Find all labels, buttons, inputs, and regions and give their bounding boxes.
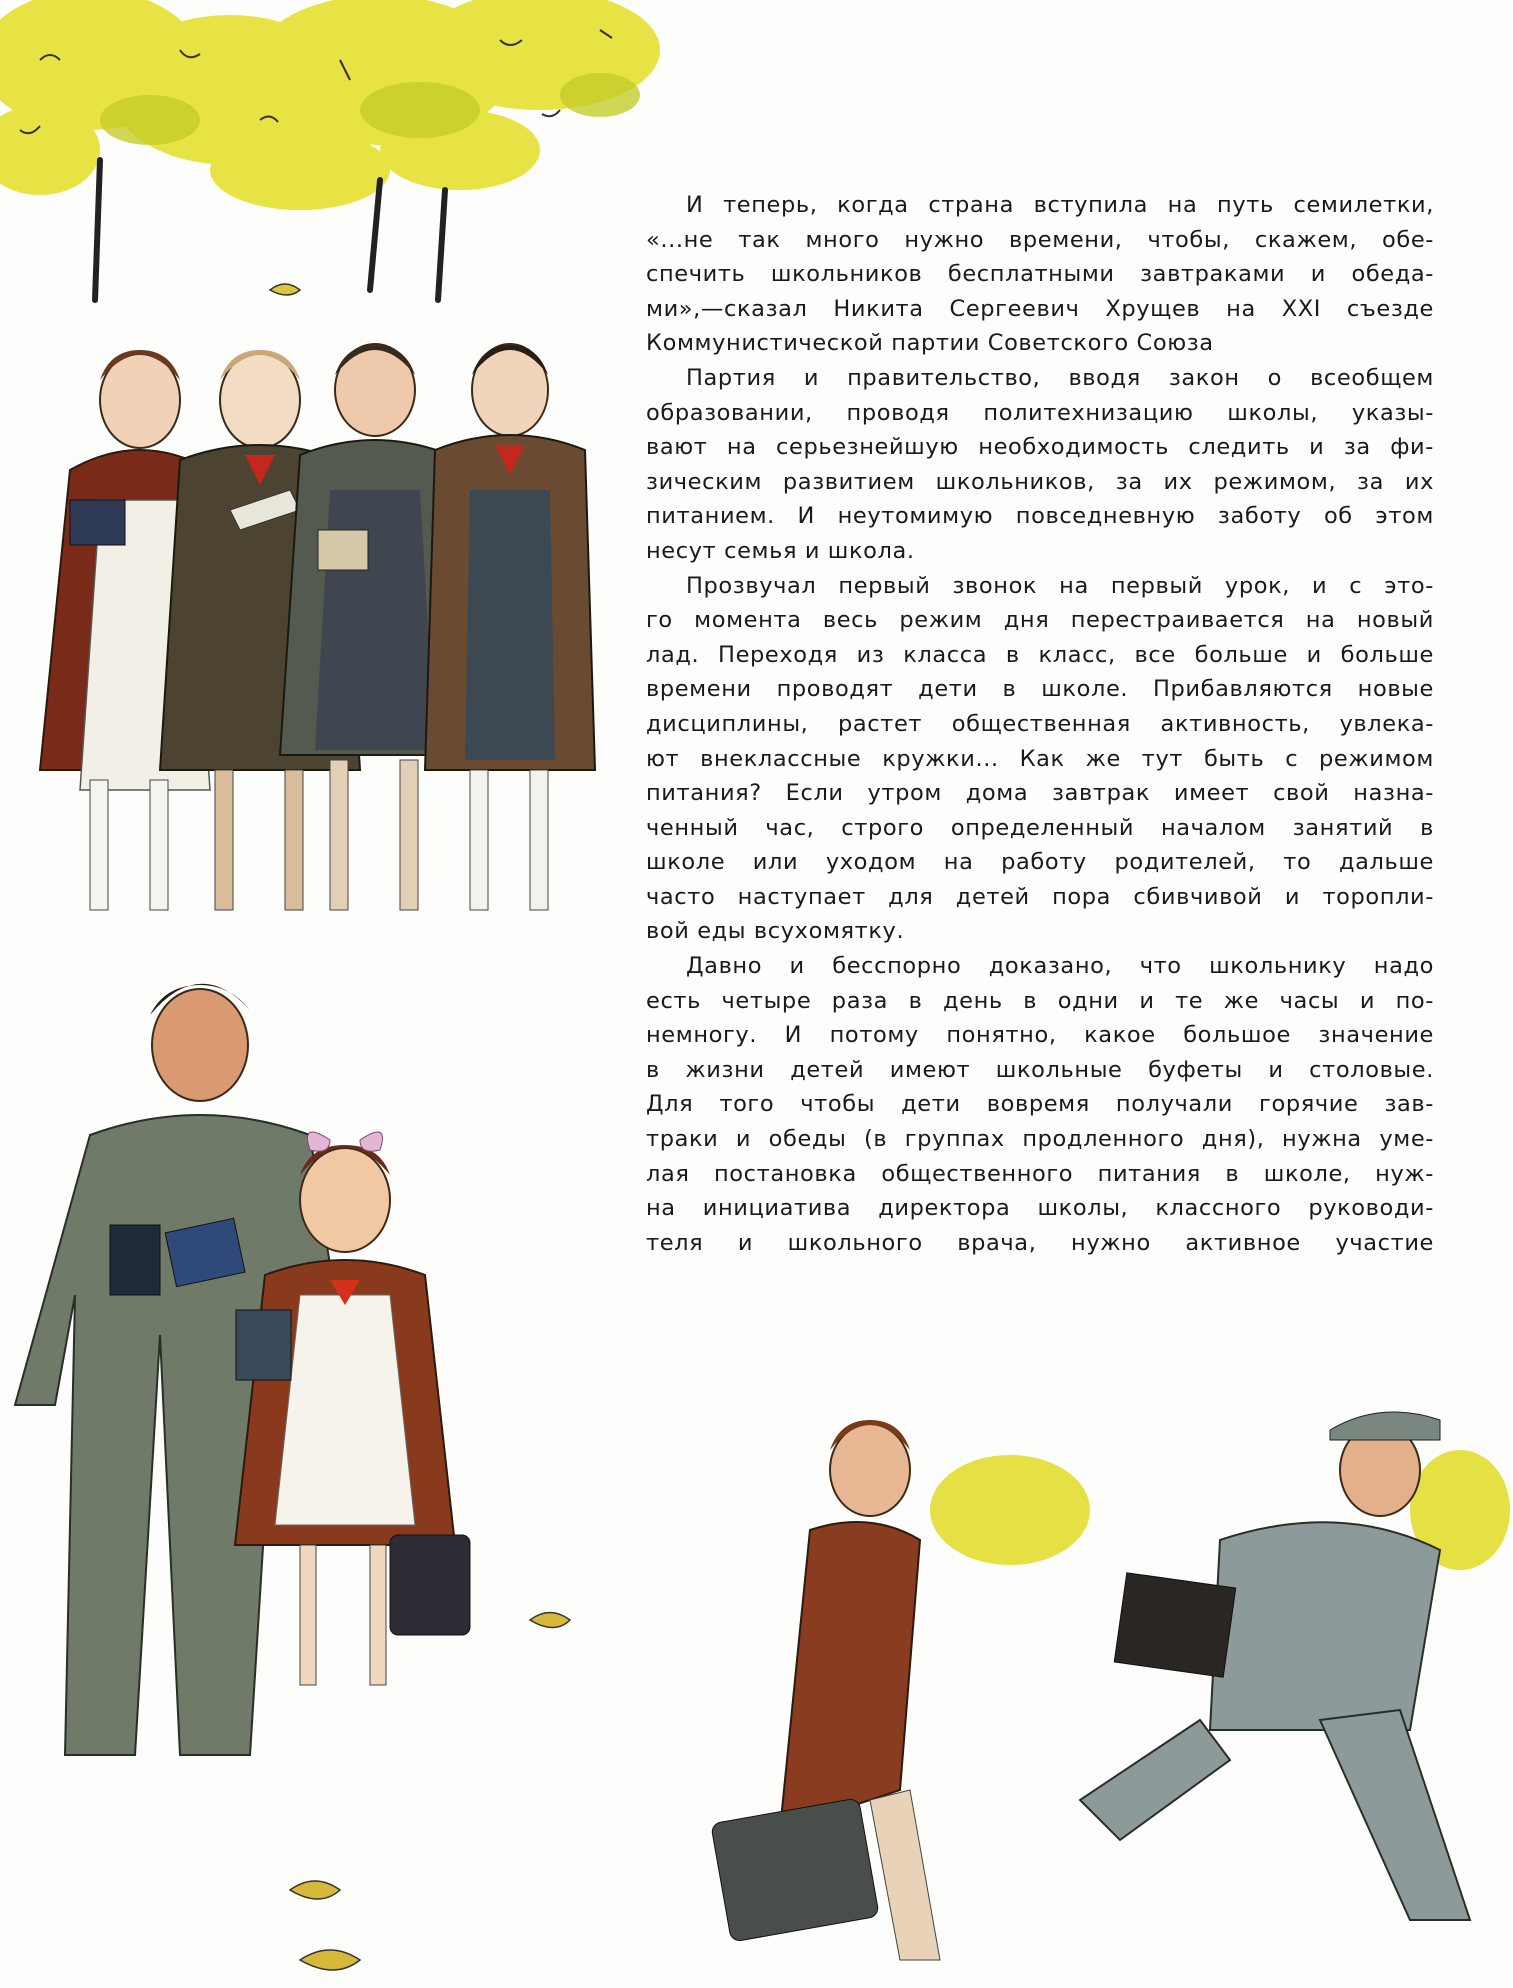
text-line: зическим развитием школьников, за их режимом, за их xyxy=(646,468,1434,495)
text-line: есть четыре раза в день в одни и те же часы и по- xyxy=(646,987,1434,1014)
text-line: ченный час, строго определенный началом занятий в xyxy=(646,814,1434,841)
text-line: Для того чтобы дети вовремя получали горячие зав- xyxy=(646,1091,1434,1118)
text-line: часто наступает для детей пора сбивчивой и торопли- xyxy=(646,883,1434,910)
text-line: Прозвучал первый звонок на первый урок, и с это- xyxy=(686,572,1434,599)
paragraph-4 xyxy=(646,949,1434,1260)
text-line: лад. Переходя из класса в класс, все больше и больше xyxy=(646,641,1434,668)
paragraph-1 xyxy=(646,188,1434,361)
running-children-with-flowers-illustration xyxy=(680,1360,1513,1988)
text-line: времени проводят дети в школе. Прибавляются новые xyxy=(646,676,1434,703)
text-line: образовании, проводя политехнизацию школы, указы- xyxy=(646,399,1434,426)
text-line: питания? Если утром дома завтрак имеет свой назна- xyxy=(646,780,1434,807)
article-body xyxy=(646,188,1434,1260)
text-line: немногу. И потому понятно, какое большое значение xyxy=(646,1022,1434,1049)
four-schoolgirls-illustration xyxy=(30,340,610,960)
text-line: Коммунистической партии Советского Союза xyxy=(646,330,1214,357)
text-line: го момента весь режим дня перестраивается на новый xyxy=(646,607,1434,634)
text-line: Партия и правительство, вводя закон о всеобщем xyxy=(686,364,1434,391)
text-line: ют внеклассные кружки... Как же тут быть с режимом xyxy=(646,745,1434,772)
text-line: И теперь, когда страна вступила на путь семилетки, xyxy=(686,192,1434,218)
text-line: лая постановка общественного питания в школе, нуж- xyxy=(646,1160,1434,1187)
text-line: ми»,—сказал Никита Сергеевич Хрущев на XXI съезде xyxy=(646,295,1434,322)
text-line: школе или уходом на работу родителей, то дальше xyxy=(646,849,1434,876)
text-line: «...не так много нужно времени, чтобы, скажем, обе- xyxy=(646,226,1434,253)
paragraph-2 xyxy=(646,361,1434,569)
text-line: дисциплины, растет общественная активность, увлека- xyxy=(646,710,1434,737)
text-line: несут семья и школа. xyxy=(646,537,915,564)
text-line: Давно и бесспорно доказано, что школьнику надо xyxy=(686,953,1434,980)
text-line: питанием. И неутомимую повседневную заботу об этом xyxy=(646,503,1434,530)
paragraph-3 xyxy=(646,569,1434,950)
text-line: спечить школьников бесплатными завтраками и обеда- xyxy=(646,261,1434,288)
text-line: теля и школьного врача, нужно активное участие xyxy=(646,1229,1434,1256)
tree-foliage-illustration xyxy=(0,0,700,320)
text-line: вают на серьезнейшую необходимость следить и за фи- xyxy=(646,434,1434,461)
text-line: в жизни детей имеют школьные буфеты и столовые. xyxy=(646,1056,1434,1083)
text-line: на инициатива директора школы, классного руководи- xyxy=(646,1195,1434,1222)
text-line: траки и обеды (в группах продленного дня), нужна уме- xyxy=(646,1126,1434,1153)
fallen-leaf-illustration xyxy=(280,1590,600,1980)
text-line: вой еды всухомятку. xyxy=(646,918,905,945)
